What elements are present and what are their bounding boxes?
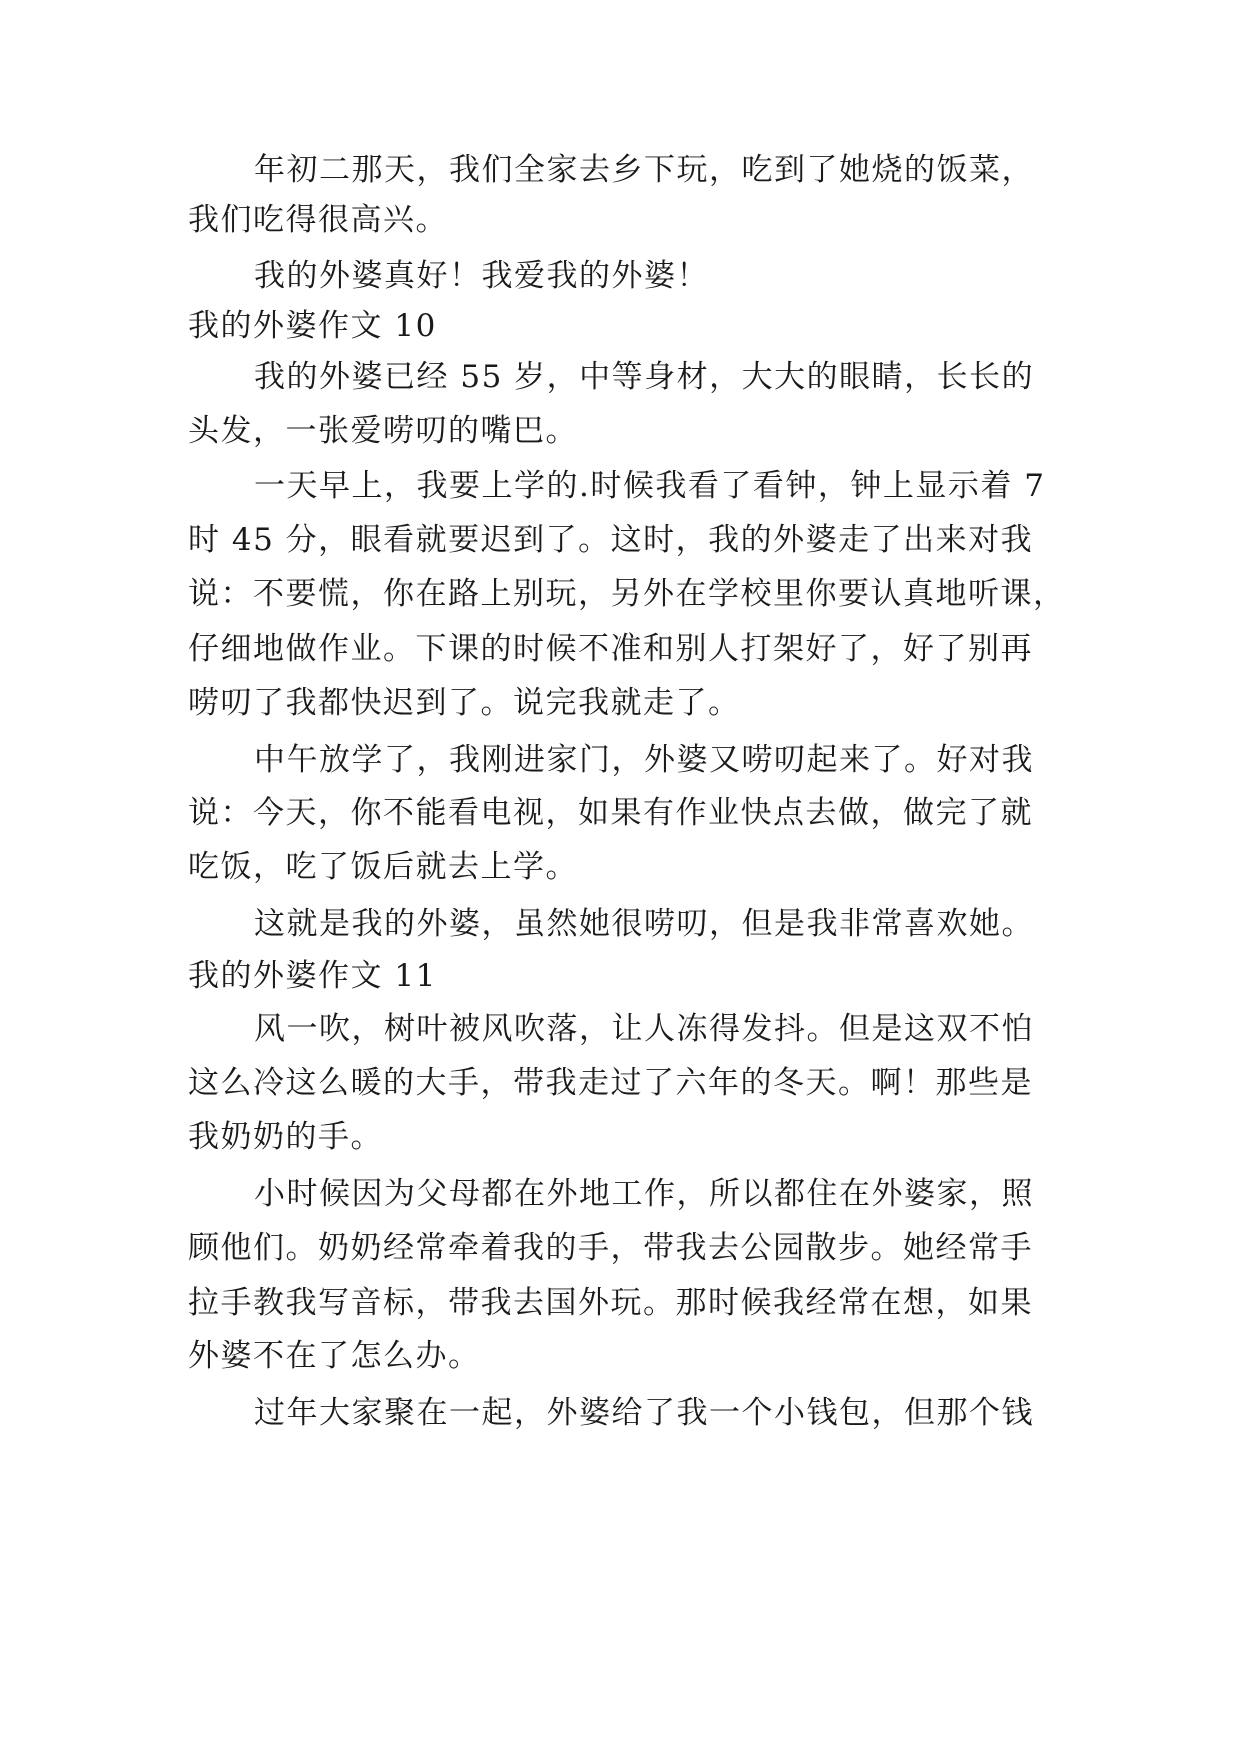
paragraph-line: 这么冷这么暖的大手，带我走过了六年的冬天。啊！那些是 [188,1065,1033,1101]
paragraph-line: 时 45 分，眼看就要迟到了。这时，我的外婆走了出来对我 [188,522,1034,558]
paragraph-line: 过年大家聚在一起，外婆给了我一个小钱包，但那个钱 [254,1395,1034,1431]
paragraph-line: 我的外婆真好！我爱我的外婆！ [254,258,709,294]
paragraph-line: 小时候因为父母都在外地工作，所以都住在外婆家，照 [254,1176,1034,1212]
paragraph-line: 说：不要慌，你在路上别玩，另外在学校里你要认真地听课， [188,576,1066,612]
paragraph-line: 说：今天，你不能看电视，如果有作业快点去做，做完了就 [188,795,1033,831]
paragraph-line: 吃饭，吃了饭后就去上学。 [188,849,578,885]
paragraph-line: 一天早上，我要上学的.时候我看了看钟，钟上显示着 7 [254,468,1046,504]
paragraph-line: 年初二那天，我们全家去乡下玩，吃到了她烧的饭菜， [254,152,1034,188]
section-heading: 我的外婆作文 10 [188,308,437,344]
paragraph-line: 这就是我的外婆，虽然她很唠叨，但是我非常喜欢她。 [254,906,1034,942]
paragraph-line: 顾他们。奶奶经常牵着我的手，带我去公园散步。她经常手 [188,1230,1033,1266]
paragraph-line: 风一吹，树叶被风吹落，让人冻得发抖。但是这双不怕 [254,1011,1034,1047]
paragraph-line: 仔细地做作业。下课的时候不准和别人打架好了，好了别再 [188,631,1033,667]
paragraph-line: 我奶奶的手。 [188,1119,383,1155]
paragraph-line: 我的外婆已经 55 岁，中等身材，大大的眼睛，长长的 [254,359,1035,395]
paragraph-line: 头发，一张爱唠叨的嘴巴。 [188,413,578,449]
paragraph-line: 拉手教我写音标，带我去国外玩。那时候我经常在想，如果 [188,1285,1033,1321]
paragraph-line: 中午放学了，我刚进家门，外婆又唠叨起来了。好对我 [254,742,1034,778]
paragraph-line: 外婆不在了怎么办。 [188,1338,481,1374]
section-heading: 我的外婆作文 11 [188,958,437,994]
paragraph-line: 唠叨了我都快迟到了。说完我就走了。 [188,685,741,721]
paragraph-line: 我们吃得很高兴。 [188,202,448,238]
